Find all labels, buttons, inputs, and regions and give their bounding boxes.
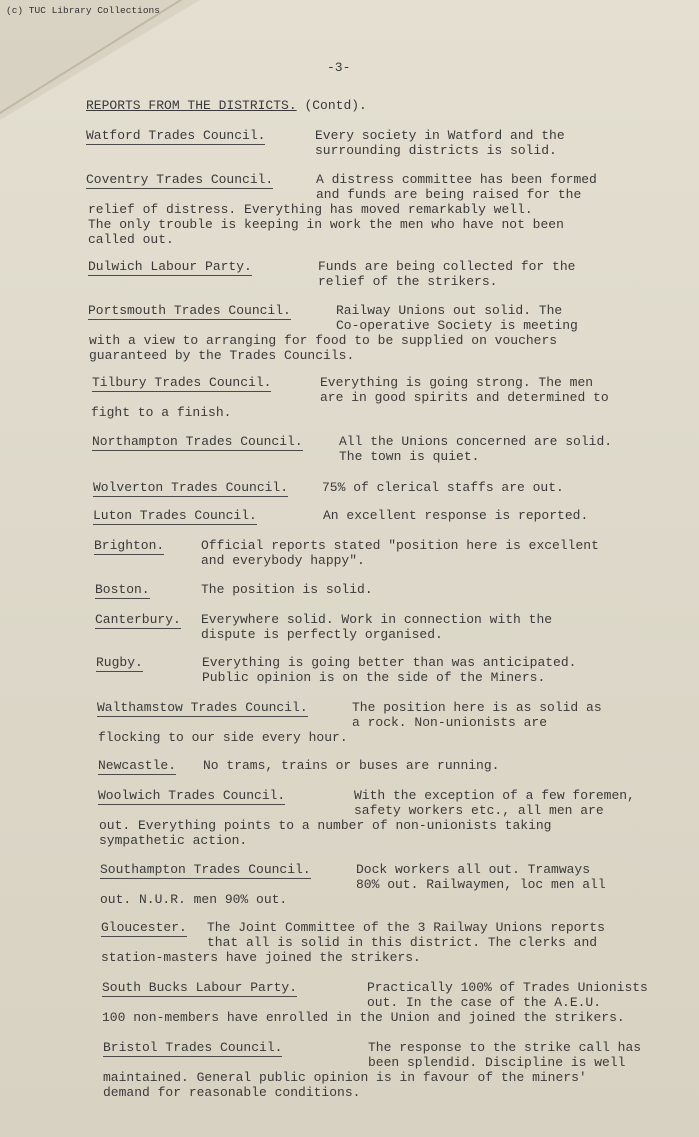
- report-line: Everywhere solid. Work in connection with the: [201, 612, 553, 627]
- report-continuation-line: out. Everything points to a number of non-unionists taking: [99, 818, 552, 833]
- district-name: Newcastle.: [98, 758, 177, 773]
- report-line: Railway Unions out solid. The: [336, 303, 563, 318]
- report-line: a rock. Non-unionists are: [352, 715, 548, 730]
- report-line: Funds are being collected for the: [318, 259, 576, 274]
- report-line: The position here is as solid as: [352, 700, 602, 715]
- report-line: Everything is going strong. The men: [320, 375, 594, 390]
- report-line: No trams, trains or buses are running.: [203, 758, 500, 773]
- district-name: Southampton Trades Council.: [100, 862, 311, 877]
- report-line: Public opinion is on the side of the Miners.: [202, 670, 546, 685]
- report-line: Co-operative Society is meeting: [336, 318, 578, 333]
- report-continuation-line: guaranteed by the Trades Councils.: [89, 348, 355, 363]
- report-line: Every society in Watford and the: [315, 128, 565, 143]
- report-continuation-line: called out.: [88, 232, 174, 247]
- report-line: relief of the strikers.: [318, 274, 498, 289]
- section-heading: [86, 98, 367, 113]
- collection-label: (c) TUC Library Collections: [6, 5, 160, 16]
- report-line: 80% out. Railwaymen, loc men all: [356, 877, 606, 892]
- district-name: Dulwich Labour Party.: [88, 259, 252, 274]
- report-line: With the exception of a few foremen,: [354, 788, 635, 803]
- page-number: -3-: [327, 60, 351, 75]
- report-line: The Joint Committee of the 3 Railway Unions reports: [207, 920, 605, 935]
- report-line: surrounding districts is solid.: [315, 143, 557, 158]
- report-continuation-line: The only trouble is keeping in work the men who have not been: [88, 217, 564, 232]
- report-continuation-line: flocking to our side every hour.: [98, 730, 348, 745]
- report-line: The position is solid.: [201, 582, 373, 597]
- report-line: out. In the case of the A.E.U.: [367, 995, 602, 1010]
- report-line: Everything is going better than was anticipated.: [202, 655, 577, 670]
- report-continuation-line: fight to a finish.: [91, 405, 232, 420]
- report-line: The response to the strike call has: [368, 1040, 642, 1055]
- report-line: safety workers etc., all men are: [354, 803, 604, 818]
- report-continuation-line: maintained. General public opinion is in favour of the miners': [103, 1070, 587, 1085]
- district-name: Canterbury.: [95, 612, 181, 627]
- section-heading-title: REPORTS FROM THE DISTRICTS.: [86, 98, 297, 113]
- district-name: Tilbury Trades Council.: [92, 375, 272, 390]
- report-line: are in good spirits and determined to: [320, 390, 609, 405]
- district-name: Watford Trades Council.: [86, 128, 266, 143]
- report-continuation-line: demand for reasonable conditions.: [103, 1085, 361, 1100]
- district-name: Brighton.: [94, 538, 165, 553]
- report-continuation-line: sympathetic action.: [99, 833, 248, 848]
- report-line: dispute is perfectly organised.: [201, 627, 443, 642]
- report-line: The town is quiet.: [339, 449, 480, 464]
- district-name: Portsmouth Trades Council.: [88, 303, 291, 318]
- report-line: Practically 100% of Trades Unionists: [367, 980, 648, 995]
- report-line: Dock workers all out. Tramways: [356, 862, 591, 877]
- report-continuation-line: station-masters have joined the strikers.: [101, 950, 421, 965]
- district-name: Bristol Trades Council.: [103, 1040, 283, 1055]
- section-heading-suffix: (Contd).: [304, 98, 367, 113]
- district-name: Luton Trades Council.: [93, 508, 257, 523]
- report-line: 75% of clerical staffs are out.: [322, 480, 564, 495]
- report-continuation-line: out. N.U.R. men 90% out.: [100, 892, 288, 907]
- report-line: and funds are being raised for the: [316, 187, 582, 202]
- report-line: All the Unions concerned are solid.: [339, 434, 613, 449]
- report-line: A distress committee has been formed: [316, 172, 597, 187]
- report-continuation-line: 100 non-members have enrolled in the Union and joined the strikers.: [102, 1010, 625, 1025]
- district-name: Boston.: [95, 582, 150, 597]
- report-continuation-line: with a view to arranging for food to be supplied on vouchers: [89, 333, 558, 348]
- report-line: that all is solid in this district. The clerks and: [207, 935, 598, 950]
- district-name: Wolverton Trades Council.: [93, 480, 289, 495]
- report-line: An excellent response is reported.: [323, 508, 589, 523]
- report-line: and everybody happy".: [201, 553, 365, 568]
- district-name: Walthamstow Trades Council.: [97, 700, 308, 715]
- district-name: Woolwich Trades Council.: [98, 788, 286, 803]
- report-continuation-line: relief of distress. Everything has moved remarkably well.: [88, 202, 533, 217]
- district-name: South Bucks Labour Party.: [102, 980, 298, 995]
- district-name: Northampton Trades Council.: [92, 434, 303, 449]
- report-line: been splendid. Discipline is well: [368, 1055, 626, 1070]
- district-name: Rugby.: [96, 655, 143, 670]
- report-line: Official reports stated "position here is excellent: [201, 538, 599, 553]
- district-name: Coventry Trades Council.: [86, 172, 274, 187]
- district-name: Gloucester.: [101, 920, 187, 935]
